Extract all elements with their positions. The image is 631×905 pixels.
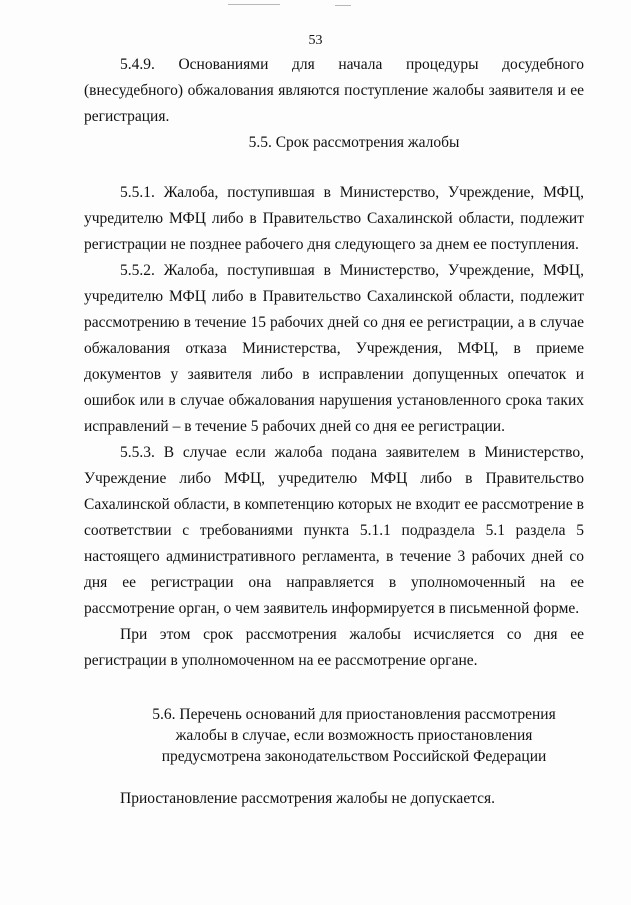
section-heading-5-6-line-3: предусмотрена законодательством Российской Федерации bbox=[161, 748, 547, 765]
section-heading-5-6-line-1: 5.6. Перечень оснований для приостановления рассмотрения bbox=[152, 706, 556, 723]
paragraph-5-4-9: 5.4.9. Основаниями для начала процедуры досудебного (внесудебного) обжалования являются поступление жалобы заявителя и ее регистрация. bbox=[84, 56, 584, 125]
scan-artifact bbox=[335, 5, 351, 6]
paragraph-suspension: Приостановление рассмотрения жалобы не допускается. bbox=[120, 790, 496, 807]
paragraph-5-5-2: 5.5.2. Жалоба, поступившая в Министерство, Учреждение, МФЦ, учредителю МФЦ либо в Правительство Сахалинской области, подлежит рассмотрению в течение 15 рабочих дней со дня ее регистрации, а в случае обжалования отказа Министерства, Учреждения, МФЦ, в приеме документов у заявителя либо в исправлении допущенных опечаток и ошибок или в случае обжалования нарушения установленного срока таких исправлений – в течение 5 рабочих дней со дня ее регистрации. bbox=[84, 262, 584, 435]
section-heading-5-6-line-2: жалобы в случае, если возможность приостановления bbox=[175, 727, 533, 744]
scan-artifact bbox=[228, 4, 280, 5]
paragraph-5-5-1: 5.5.1. Жалоба, поступившая в Министерство, Учреждение, МФЦ, учредителю МФЦ либо в Правительство Сахалинской области, подлежит регистрации не позднее рабочего дня следующего за днем ее поступления. bbox=[84, 184, 584, 253]
section-heading-5-5: 5.5. Срок рассмотрения жалобы bbox=[248, 134, 460, 151]
paragraph-review-term: При этом срок рассмотрения жалобы исчисляется со дня ее регистрации в уполномоченном на ее рассмотрение органе. bbox=[84, 626, 584, 669]
page-number: 53 bbox=[308, 33, 323, 48]
paragraph-5-5-3: 5.5.3. В случае если жалоба подана заявителем в Министерство, Учреждение либо МФЦ, учредителю МФЦ либо в Правительство Сахалинской области, в компетенцию которых не входит ее рассмотрение в соответствии с требованиями пункта 5.1.1 подраздела 5.1 раздела 5 настоящего административного регламента, в течение 3 рабочих дней со дня ее регистрации она направляется в уполномоченный на ее рассмотрение орган, о чем заявитель информируется в письменной форме. bbox=[84, 444, 584, 617]
